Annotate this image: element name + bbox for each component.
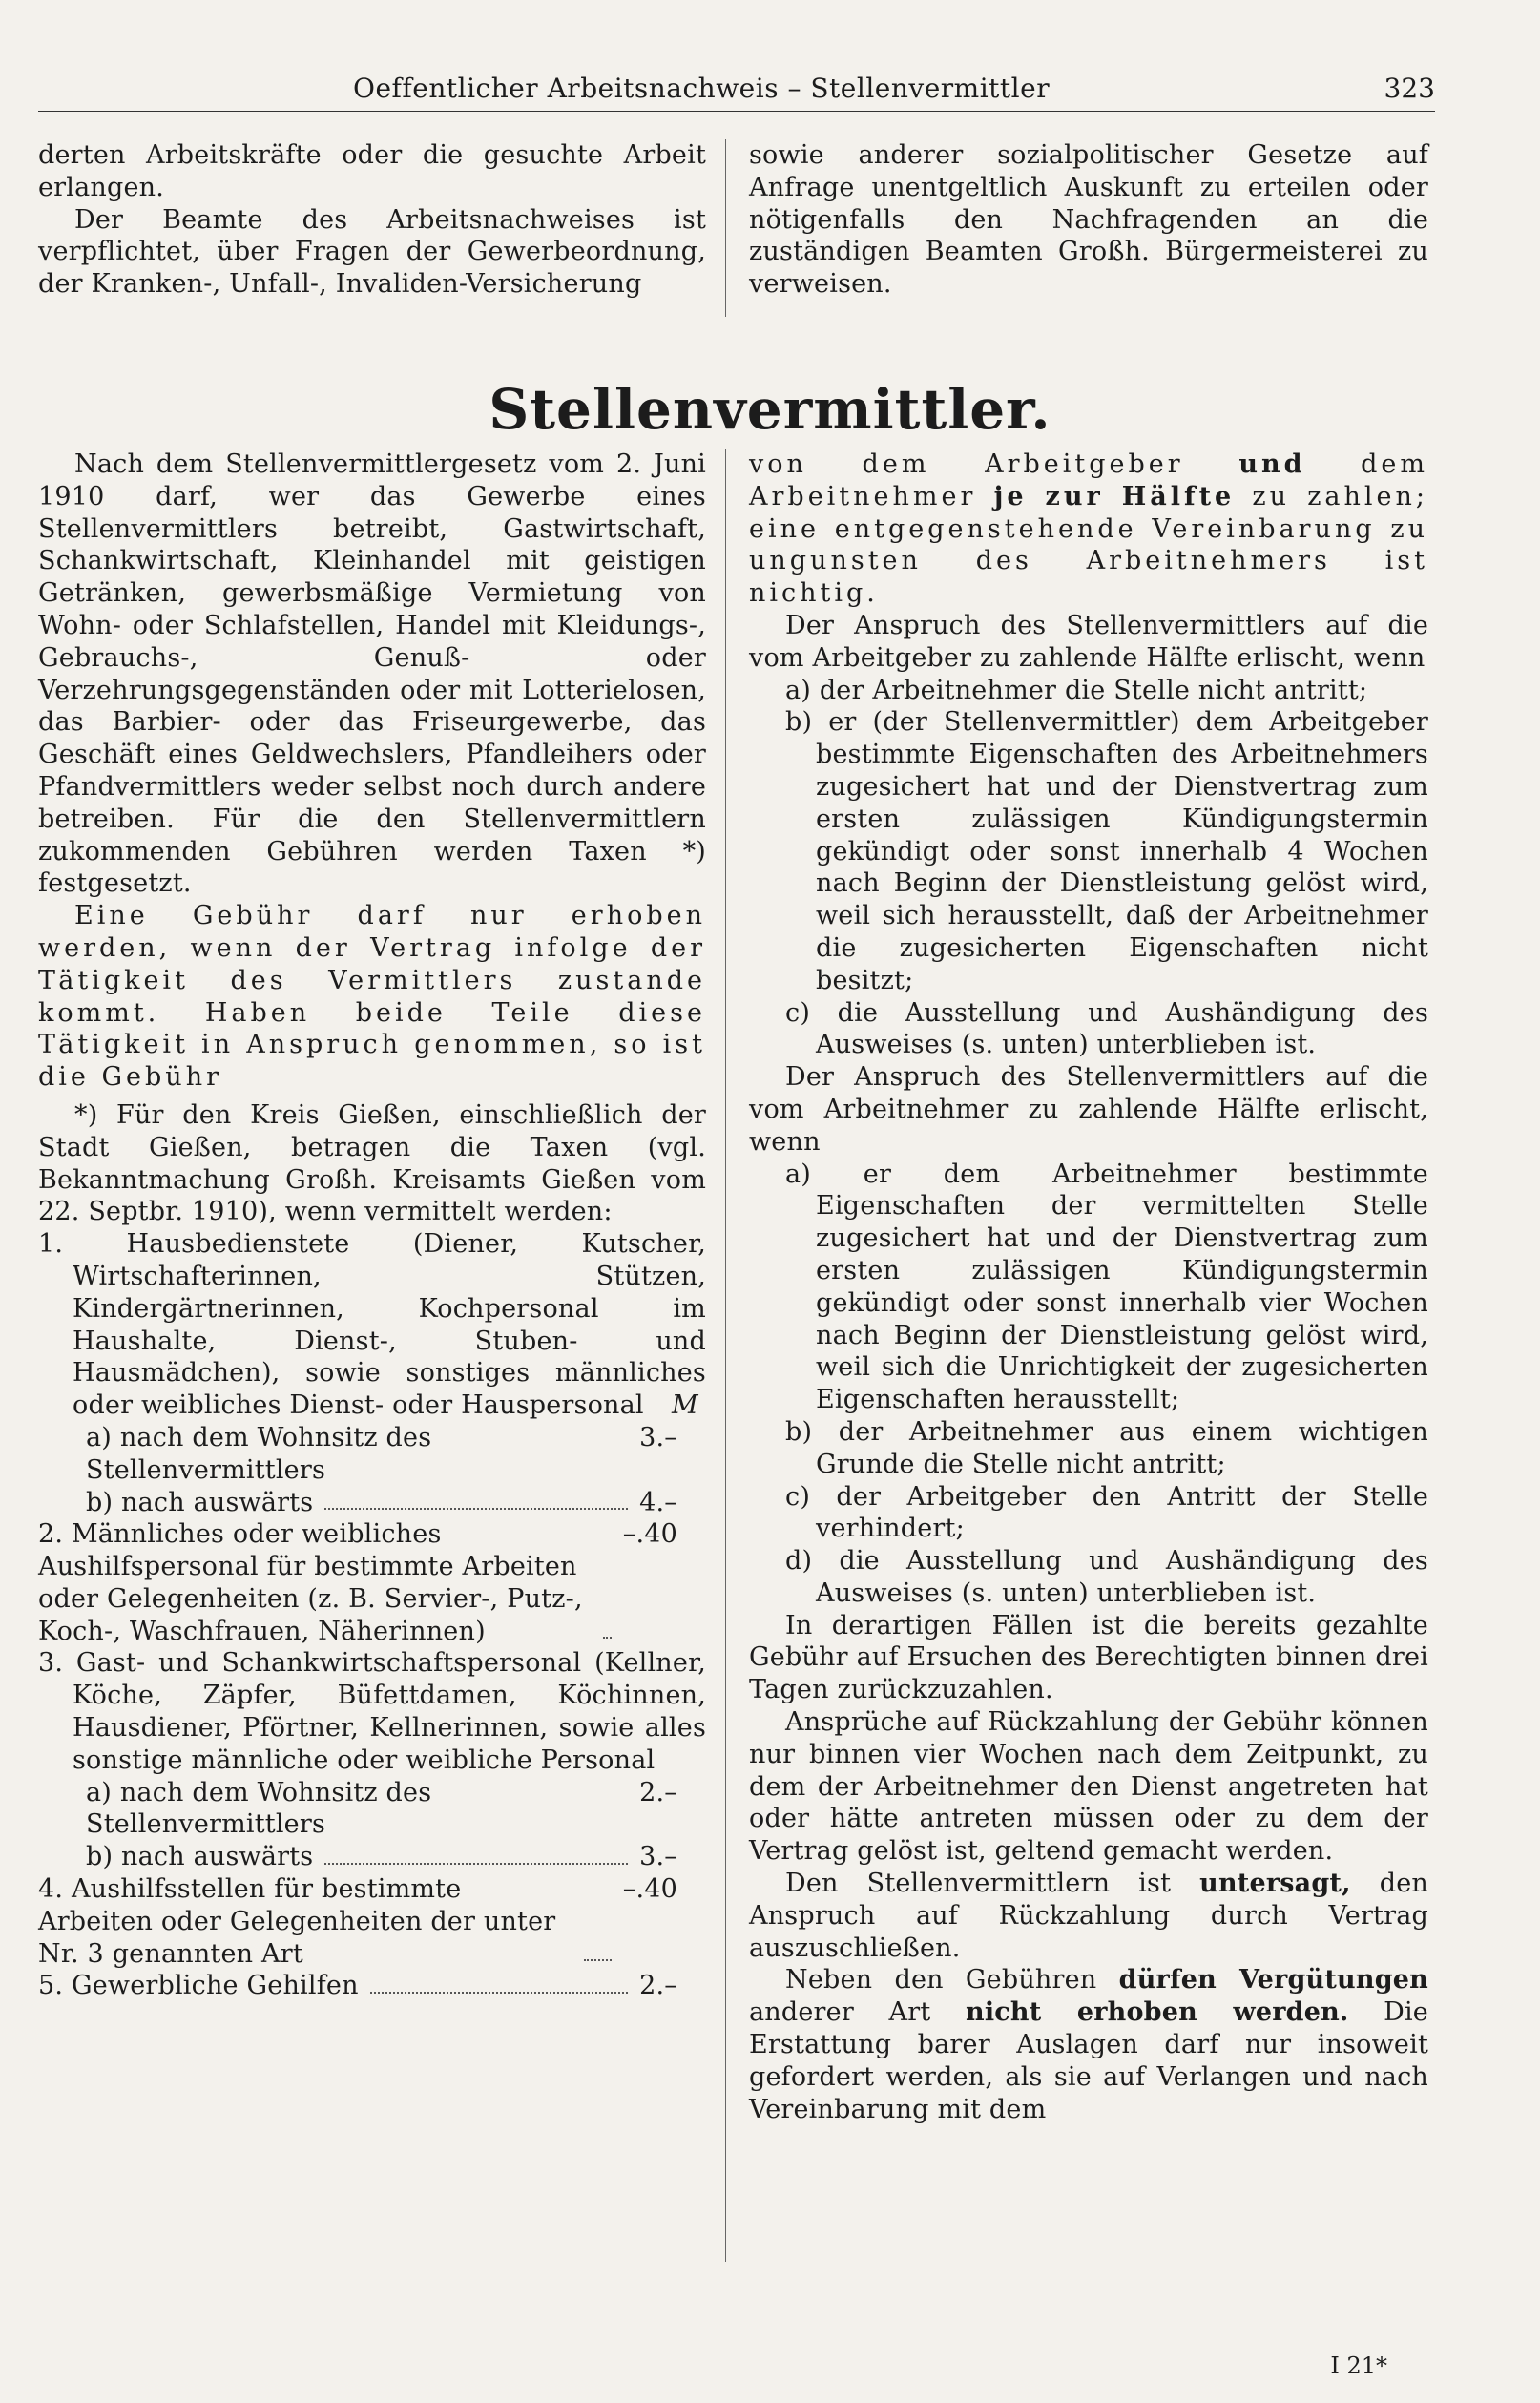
tariff-item-3a-label: a) nach dem Wohnsitz des Stellenvermittlers [86,1777,432,1840]
tariff-item-4-price: –.40 [622,1874,677,1905]
tariff-item-3a-price: 2.– [639,1777,677,1807]
tariff-item-4-label: 4. Aushilfsstellen für bestimmte Arbeiten oder Gelegenheiten der unter Nr. 3 genannten Art [38,1874,556,1969]
page-number: 323 [1384,73,1435,104]
tariff-item-1b [38,1487,706,1519]
employer-clause-a: a) der Arbeitnehmer die Stelle nicht antritt; [785,675,1368,705]
tariff-item-1b-price: 4.– [639,1487,677,1517]
left-para-2: Eine Gebühr darf nur erhoben werden, wenn der Vertrag infolge der Tätigkeit des Vermittlers zustande kommt. Haben beide Teile diese Tätigkeit in Anspruch genommen, so ist die Gebühr [38,901,706,1093]
employer-clause-c: c) die Ausstellung und Aushändigung des Ausweises (s. unten) unterblieben ist. [785,997,1428,1060]
top-left-column [38,139,706,301]
right-column [749,449,1428,2125]
tariff-item-3b [38,1841,706,1873]
tariff-item-3b-price: 3.– [639,1842,677,1872]
top-right-column [749,139,1428,301]
tariff-item-1: 1. Hausbedienstete (Diener, Kutscher, Wirtschafterinnen, Stützen, Kindergärtnerinnen, Kochpersonal im Haushalte, Dienst-, Stuben- und Hausmädchen), sowie sonstiges männliches oder weibliches Dienst- oder Hauspersonal M [38,1229,706,1421]
right-para-4: In derartigen Fällen ist die bereits gezahlte Gebühr auf Ersuchen des Berechtigten binnen drei Tagen zurückzuzahlen. [749,1610,1428,1705]
tariff-item-1b-label: b) nach auswärts [86,1487,314,1517]
tariff-item-3a [38,1777,706,1842]
tariff-item-5 [38,1970,706,2002]
tariff-item-1a [38,1422,706,1487]
top-right-para-1: sowie anderer sozialpolitischer Gesetze auf Anfrage unentgeltlich Auskunft zu erteilen oder nötigenfalls den Nachfragenden an die zuständigen Beamten Großh. Bürgermeisterei zu verweisen. [749,140,1428,300]
section-title: Stellenvermittler. [489,377,1051,442]
right-para-1: von dem Arbeitgeber und dem Arbeitnehmer je zur Hälfte zu zahlen; eine entgegenstehende Vereinbarung zu ungunsten des Arbeitnehmers ist nichtig. [749,449,1429,609]
right-para-2: Der Anspruch des Stellenvermittlers auf die vom Arbeitgeber zu zahlende Hälfte erlischt, wenn [749,610,1428,673]
employee-clause-b: b) der Arbeitnehmer aus einem wichtigen Grunde die Stelle nicht antritt; [785,1416,1428,1479]
tariff-item-5-price: 2.– [639,1971,677,2001]
top-column-divider [725,139,726,317]
tariff-item-2-label: 2. Männliches oder weibliches Aushilfspersonal für bestimmte Arbeiten oder Gelegenheiten (z. B. Servier-, Putz-, Koch-, Waschfrauen, Näherinnen) [38,1519,583,1646]
tariff-item-2-price: –.40 [622,1519,677,1550]
employee-clause-a: a) er dem Arbeitnehmer bestimmte Eigenschaften der vermittelten Stelle zugesichert hat und der Dienstvertrag zum ersten zulässigen Kündigungstermin gekündigt oder sonst innerhalb vier Wochen nach Beginn der Dienstleistung gelöst wird, weil sich die Unrichtigkeit der zugesicherten Eigenschaften herausstellt; [785,1159,1428,1415]
top-left-para-1: derten Arbeitskräfte oder die gesuchte Arbeit erlangen. [38,140,706,202]
tariff-item-1a-price: 3.– [639,1422,677,1452]
page-header [38,67,1435,112]
tariff-item-2 [38,1518,706,1647]
left-column [38,449,706,2002]
main-column-divider [725,449,726,2262]
tariff-item-1-label: 1. Hausbedienstete (Diener, Kutscher, Wirtschafterinnen, Stützen, Kindergärtnerinnen, Kochpersonal im Haushalte, Dienst-, Stuben- und Hausmädchen), sowie sonstiges männliches oder weibliches Dienst- oder Hauspersonal [38,1229,706,1421]
tariff-item-5-label: 5. Gewerbliche Gehilfen [38,1971,359,2001]
right-para-5: Ansprüche auf Rückzahlung der Gebühr können nur binnen vier Wochen nach dem Zeitpunkt, zu dem der Arbeitnehmer den Dienst angetreten hat oder hätte antreten müssen oder zu dem der Vertrag gelöst ist, geltend gemacht werden. [749,1707,1428,1867]
tariff-item-3b-label: b) nach auswärts [86,1842,314,1872]
tariff-item-3: 3. Gast- und Schankwirtschaftspersonal (Kellner, Köche, Zäpfer, Büfettdamen, Köchinnen, Hausdiener, Pförtner, Kellnerinnen, sowie alles sonstige männliche oder weibliche Personal [38,1648,706,1775]
top-left-para-2: Der Beamte des Arbeitsnachweises ist verpflichtet, über Fragen der Gewerbeordnung, der Kranken-, Unfall-, Invaliden-Versicherung [38,204,706,300]
left-para-1: Nach dem Stellenvermittlergesetz vom 2. Juni 1910 darf, wer das Gewerbe eines Stellenvermittlers betreibt, Gastwirtschaft, Schankwirtschaft, Kleinhandel mit geistigen Getränken, gewerbsmäßige Vermietung von Wohn- oder Schlafstellen, Handel mit Kleidungs-, Gebrauchs-, Genuß- oder Verzehrungsgegenständen oder mit Lotterielosen, das Barbier- oder das Friseurgewerbe, das Geschäft eines Geldwechslers, Pfandleihers oder Pfandvermittlers weder selbst noch durch andere betreiben. Für die den Stellenvermittlern zukommenden Gebühren werden Taxen *) festgesetzt. [38,449,706,899]
right-para-7: Neben den Gebühren dürfen Vergütungen anderer Art nicht erhoben werden. Die Erstattung barer Auslagen darf nur insoweit gefordert werden, als sie auf Verlangen und nach Vereinbarung mit dem [749,1965,1428,2124]
tariff-item-4 [38,1873,706,1970]
employer-clause-b: b) er (der Stellenvermittler) dem Arbeitgeber bestimmte Eigenschaften des Arbeitnehmers zugesichert hat und der Dienstvertrag zum ersten zulässigen Kündigungstermin gekündigt oder sonst innerhalb 4 Wochen nach Beginn der Dienstleistung gelöst wird, weil sich herausstellt, daß der Arbeitnehmer die zugesicherten Eigenschaften nicht besitzt; [785,707,1428,995]
employee-clause-c: c) der Arbeitgeber den Antritt der Stelle verhindert; [785,1481,1428,1544]
employee-clause-d: d) die Ausstellung und Aushändigung des Ausweises (s. unten) unterblieben ist. [785,1546,1428,1608]
right-para-6: Den Stellenvermittlern ist untersagt, den Anspruch auf Rückzahlung durch Vertrag auszuschließen. [749,1869,1428,1963]
running-title: Oeffentlicher Arbeitsnachweis – Stellenvermittler [353,73,1051,104]
right-para-3: Der Anspruch des Stellenvermittlers auf die vom Arbeitnehmer zu zahlende Hälfte erlischt, wenn [749,1062,1428,1157]
tariff-item-1a-label: a) nach dem Wohnsitz des Stellenvermittlers [86,1422,432,1485]
footnote-intro: *) Für den Kreis Gießen, einschließlich der Stadt Gießen, betragen die Taxen (vgl. Bekanntmachung Großh. Kreisamts Gießen vom 22. Septbr. 1910), wenn vermittelt werden: [38,1099,706,1227]
signature-mark: I 21* [1330,2352,1387,2379]
